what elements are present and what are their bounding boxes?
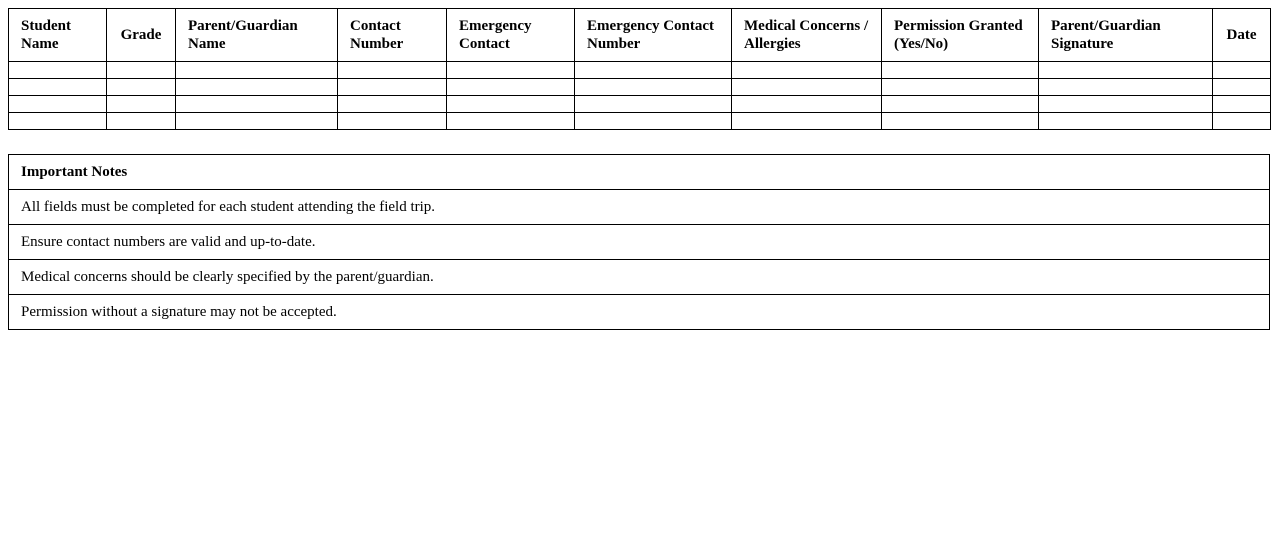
table-cell[interactable]: [575, 96, 732, 113]
header-student-name: Student Name: [9, 9, 107, 62]
table-cell[interactable]: [107, 62, 176, 79]
table-cell[interactable]: [338, 62, 447, 79]
table-cell[interactable]: [107, 113, 176, 130]
table-cell[interactable]: [732, 96, 882, 113]
table-cell[interactable]: [176, 96, 338, 113]
table-cell[interactable]: [1039, 113, 1213, 130]
permission-form-table: [8, 8, 1271, 130]
header-date: Date: [1213, 9, 1271, 62]
table-cell[interactable]: [1039, 96, 1213, 113]
table-cell[interactable]: [1213, 79, 1271, 96]
header-grade: Grade: [107, 9, 176, 62]
table-cell[interactable]: [882, 113, 1039, 130]
header-parent-guardian-name: Parent/Guardian Name: [176, 9, 338, 62]
note-row: [9, 225, 1270, 260]
table-cell[interactable]: [575, 62, 732, 79]
table-row: [9, 62, 1271, 79]
table-cell[interactable]: [447, 96, 575, 113]
table-cell[interactable]: [1213, 96, 1271, 113]
table-cell[interactable]: [1039, 79, 1213, 96]
note-item: Ensure contact numbers are valid and up-to-date.: [9, 225, 1270, 260]
note-item: Permission without a signature may not be accepted.: [9, 295, 1270, 330]
table-row: [9, 113, 1271, 130]
table-cell[interactable]: [176, 62, 338, 79]
table-cell[interactable]: [575, 79, 732, 96]
table-cell[interactable]: [447, 113, 575, 130]
table-cell[interactable]: [9, 113, 107, 130]
table-cell[interactable]: [176, 113, 338, 130]
header-medical-concerns: Medical Concerns / Allergies: [732, 9, 882, 62]
table-cell[interactable]: [447, 62, 575, 79]
table-row: [9, 96, 1271, 113]
table-cell[interactable]: [1213, 62, 1271, 79]
notes-heading-row: [9, 155, 1270, 190]
table-cell[interactable]: [732, 113, 882, 130]
important-notes-table: [8, 154, 1270, 330]
table-cell[interactable]: [732, 62, 882, 79]
table-row: [9, 79, 1271, 96]
table-cell[interactable]: [9, 79, 107, 96]
header-row: [9, 9, 1271, 62]
table-cell[interactable]: [107, 96, 176, 113]
table-cell[interactable]: [447, 79, 575, 96]
table-cell[interactable]: [732, 79, 882, 96]
table-cell[interactable]: [107, 79, 176, 96]
table-cell[interactable]: [338, 113, 447, 130]
table-cell[interactable]: [882, 96, 1039, 113]
table-cell[interactable]: [575, 113, 732, 130]
header-emergency-contact: Emergency Contact: [447, 9, 575, 62]
table-cell[interactable]: [338, 79, 447, 96]
table-cell[interactable]: [882, 62, 1039, 79]
table-cell[interactable]: [1039, 62, 1213, 79]
note-row: [9, 295, 1270, 330]
header-signature: Parent/Guardian Signature: [1039, 9, 1213, 62]
table-cell[interactable]: [176, 79, 338, 96]
table-cell[interactable]: [1213, 113, 1271, 130]
note-item: All fields must be completed for each student attending the field trip.: [9, 190, 1270, 225]
table-cell[interactable]: [882, 79, 1039, 96]
note-row: [9, 260, 1270, 295]
note-item: Medical concerns should be clearly specified by the parent/guardian.: [9, 260, 1270, 295]
header-permission-granted: Permission Granted (Yes/No): [882, 9, 1039, 62]
table-cell[interactable]: [9, 62, 107, 79]
notes-title: Important Notes: [9, 155, 1270, 190]
table-cell[interactable]: [9, 96, 107, 113]
header-contact-number: Contact Number: [338, 9, 447, 62]
note-row: [9, 190, 1270, 225]
header-emergency-contact-number: Emergency Contact Number: [575, 9, 732, 62]
table-cell[interactable]: [338, 96, 447, 113]
